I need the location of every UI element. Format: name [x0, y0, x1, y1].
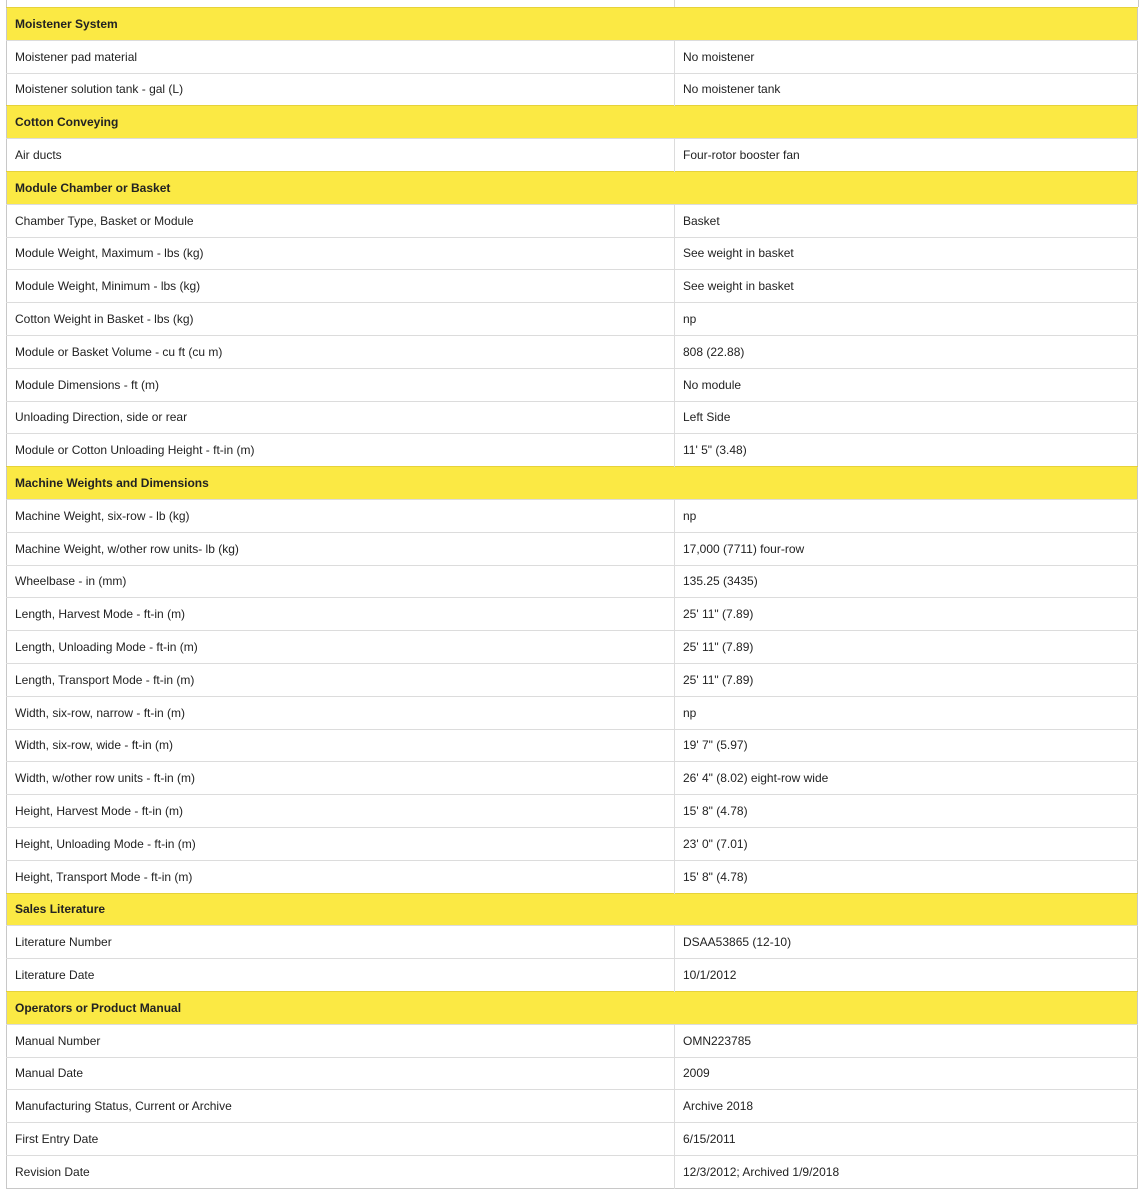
table-row — [7, 1090, 1138, 1123]
table-row — [7, 401, 1138, 434]
table-top-edge — [6, 0, 1139, 7]
table-row — [7, 598, 1138, 631]
table-row — [7, 696, 1138, 729]
spec-value: Left Side — [675, 401, 1138, 434]
table-row — [7, 270, 1138, 303]
spec-label: Manufacturing Status, Current or Archive — [7, 1090, 675, 1123]
spec-label: Wheelbase - in (mm) — [7, 565, 675, 598]
table-row — [7, 1057, 1138, 1090]
spec-value: 15' 8" (4.78) — [675, 795, 1138, 828]
section-title: Moistener System — [7, 8, 1138, 41]
spec-value: 25' 11" (7.89) — [675, 598, 1138, 631]
table-row — [7, 762, 1138, 795]
table-row — [7, 204, 1138, 237]
table-row — [7, 959, 1138, 992]
table-row — [7, 926, 1138, 959]
table-row — [7, 1155, 1138, 1188]
spec-label: Height, Unloading Mode - ft-in (m) — [7, 827, 675, 860]
spec-value: 2009 — [675, 1057, 1138, 1090]
section-title: Sales Literature — [7, 893, 1138, 926]
spec-label: Module Weight, Maximum - lbs (kg) — [7, 237, 675, 270]
spec-label: Revision Date — [7, 1155, 675, 1188]
table-row — [7, 1024, 1138, 1057]
table-row — [7, 631, 1138, 664]
section-title: Module Chamber or Basket — [7, 171, 1138, 204]
table-row — [7, 532, 1138, 565]
spec-value: 26' 4" (8.02) eight-row wide — [675, 762, 1138, 795]
table-row — [7, 663, 1138, 696]
spec-value: 135.25 (3435) — [675, 565, 1138, 598]
spec-label: Literature Date — [7, 959, 675, 992]
spec-label: First Entry Date — [7, 1123, 675, 1156]
spec-label: Width, six-row, narrow - ft-in (m) — [7, 696, 675, 729]
spec-value: No module — [675, 368, 1138, 401]
section-header-row — [7, 893, 1138, 926]
spec-label: Width, six-row, wide - ft-in (m) — [7, 729, 675, 762]
spec-value: No moistener — [675, 40, 1138, 73]
section-header-row — [7, 991, 1138, 1024]
spec-value: Basket — [675, 204, 1138, 237]
spec-value: 10/1/2012 — [675, 959, 1138, 992]
spec-table-body — [7, 8, 1138, 1189]
spec-label: Air ducts — [7, 139, 675, 172]
table-row — [7, 860, 1138, 893]
spec-label: Moistener pad material — [7, 40, 675, 73]
spec-value: 25' 11" (7.89) — [675, 663, 1138, 696]
spec-label: Module or Cotton Unloading Height - ft-in (m) — [7, 434, 675, 467]
spec-label: Length, Transport Mode - ft-in (m) — [7, 663, 675, 696]
spec-value: np — [675, 696, 1138, 729]
column-divider — [674, 0, 675, 7]
spec-value: 25' 11" (7.89) — [675, 631, 1138, 664]
spec-label: Literature Number — [7, 926, 675, 959]
spec-label: Moistener solution tank - gal (L) — [7, 73, 675, 106]
table-row — [7, 40, 1138, 73]
spec-value: np — [675, 499, 1138, 532]
spec-value: Four-rotor booster fan — [675, 139, 1138, 172]
table-row — [7, 303, 1138, 336]
spec-table — [6, 7, 1138, 1189]
spec-value: DSAA53865 (12-10) — [675, 926, 1138, 959]
spec-label: Module or Basket Volume - cu ft (cu m) — [7, 335, 675, 368]
spec-label: Module Dimensions - ft (m) — [7, 368, 675, 401]
spec-label: Width, w/other row units - ft-in (m) — [7, 762, 675, 795]
spec-value: No moistener tank — [675, 73, 1138, 106]
table-row — [7, 434, 1138, 467]
spec-label: Unloading Direction, side or rear — [7, 401, 675, 434]
spec-label: Manual Number — [7, 1024, 675, 1057]
spec-label: Machine Weight, w/other row units- lb (kg) — [7, 532, 675, 565]
spec-value: 23' 0" (7.01) — [675, 827, 1138, 860]
section-title: Cotton Conveying — [7, 106, 1138, 139]
table-row — [7, 499, 1138, 532]
table-row — [7, 237, 1138, 270]
spec-value: 11' 5" (3.48) — [675, 434, 1138, 467]
spec-label: Chamber Type, Basket or Module — [7, 204, 675, 237]
table-row — [7, 565, 1138, 598]
spec-value: 19' 7" (5.97) — [675, 729, 1138, 762]
table-row — [7, 368, 1138, 401]
table-row — [7, 729, 1138, 762]
spec-label: Module Weight, Minimum - lbs (kg) — [7, 270, 675, 303]
section-header-row — [7, 171, 1138, 204]
section-title: Operators or Product Manual — [7, 991, 1138, 1024]
spec-value: 15' 8" (4.78) — [675, 860, 1138, 893]
spec-value: 17,000 (7711) four-row — [675, 532, 1138, 565]
spec-value: 808 (22.88) — [675, 335, 1138, 368]
table-row — [7, 795, 1138, 828]
spec-value: Archive 2018 — [675, 1090, 1138, 1123]
spec-value: OMN223785 — [675, 1024, 1138, 1057]
spec-label: Length, Unloading Mode - ft-in (m) — [7, 631, 675, 664]
section-header-row — [7, 106, 1138, 139]
spec-value: np — [675, 303, 1138, 336]
table-row — [7, 1123, 1138, 1156]
table-row — [7, 139, 1138, 172]
spec-label: Manual Date — [7, 1057, 675, 1090]
spec-value: See weight in basket — [675, 237, 1138, 270]
spec-label: Height, Harvest Mode - ft-in (m) — [7, 795, 675, 828]
section-header-row — [7, 467, 1138, 500]
section-title: Machine Weights and Dimensions — [7, 467, 1138, 500]
spec-value: 12/3/2012; Archived 1/9/2018 — [675, 1155, 1138, 1188]
table-row — [7, 827, 1138, 860]
section-header-row — [7, 8, 1138, 41]
spec-label: Machine Weight, six-row - lb (kg) — [7, 499, 675, 532]
table-row — [7, 73, 1138, 106]
spec-value: 6/15/2011 — [675, 1123, 1138, 1156]
table-row — [7, 335, 1138, 368]
spec-label: Cotton Weight in Basket - lbs (kg) — [7, 303, 675, 336]
spec-label: Length, Harvest Mode - ft-in (m) — [7, 598, 675, 631]
spec-value: See weight in basket — [675, 270, 1138, 303]
spec-label: Height, Transport Mode - ft-in (m) — [7, 860, 675, 893]
